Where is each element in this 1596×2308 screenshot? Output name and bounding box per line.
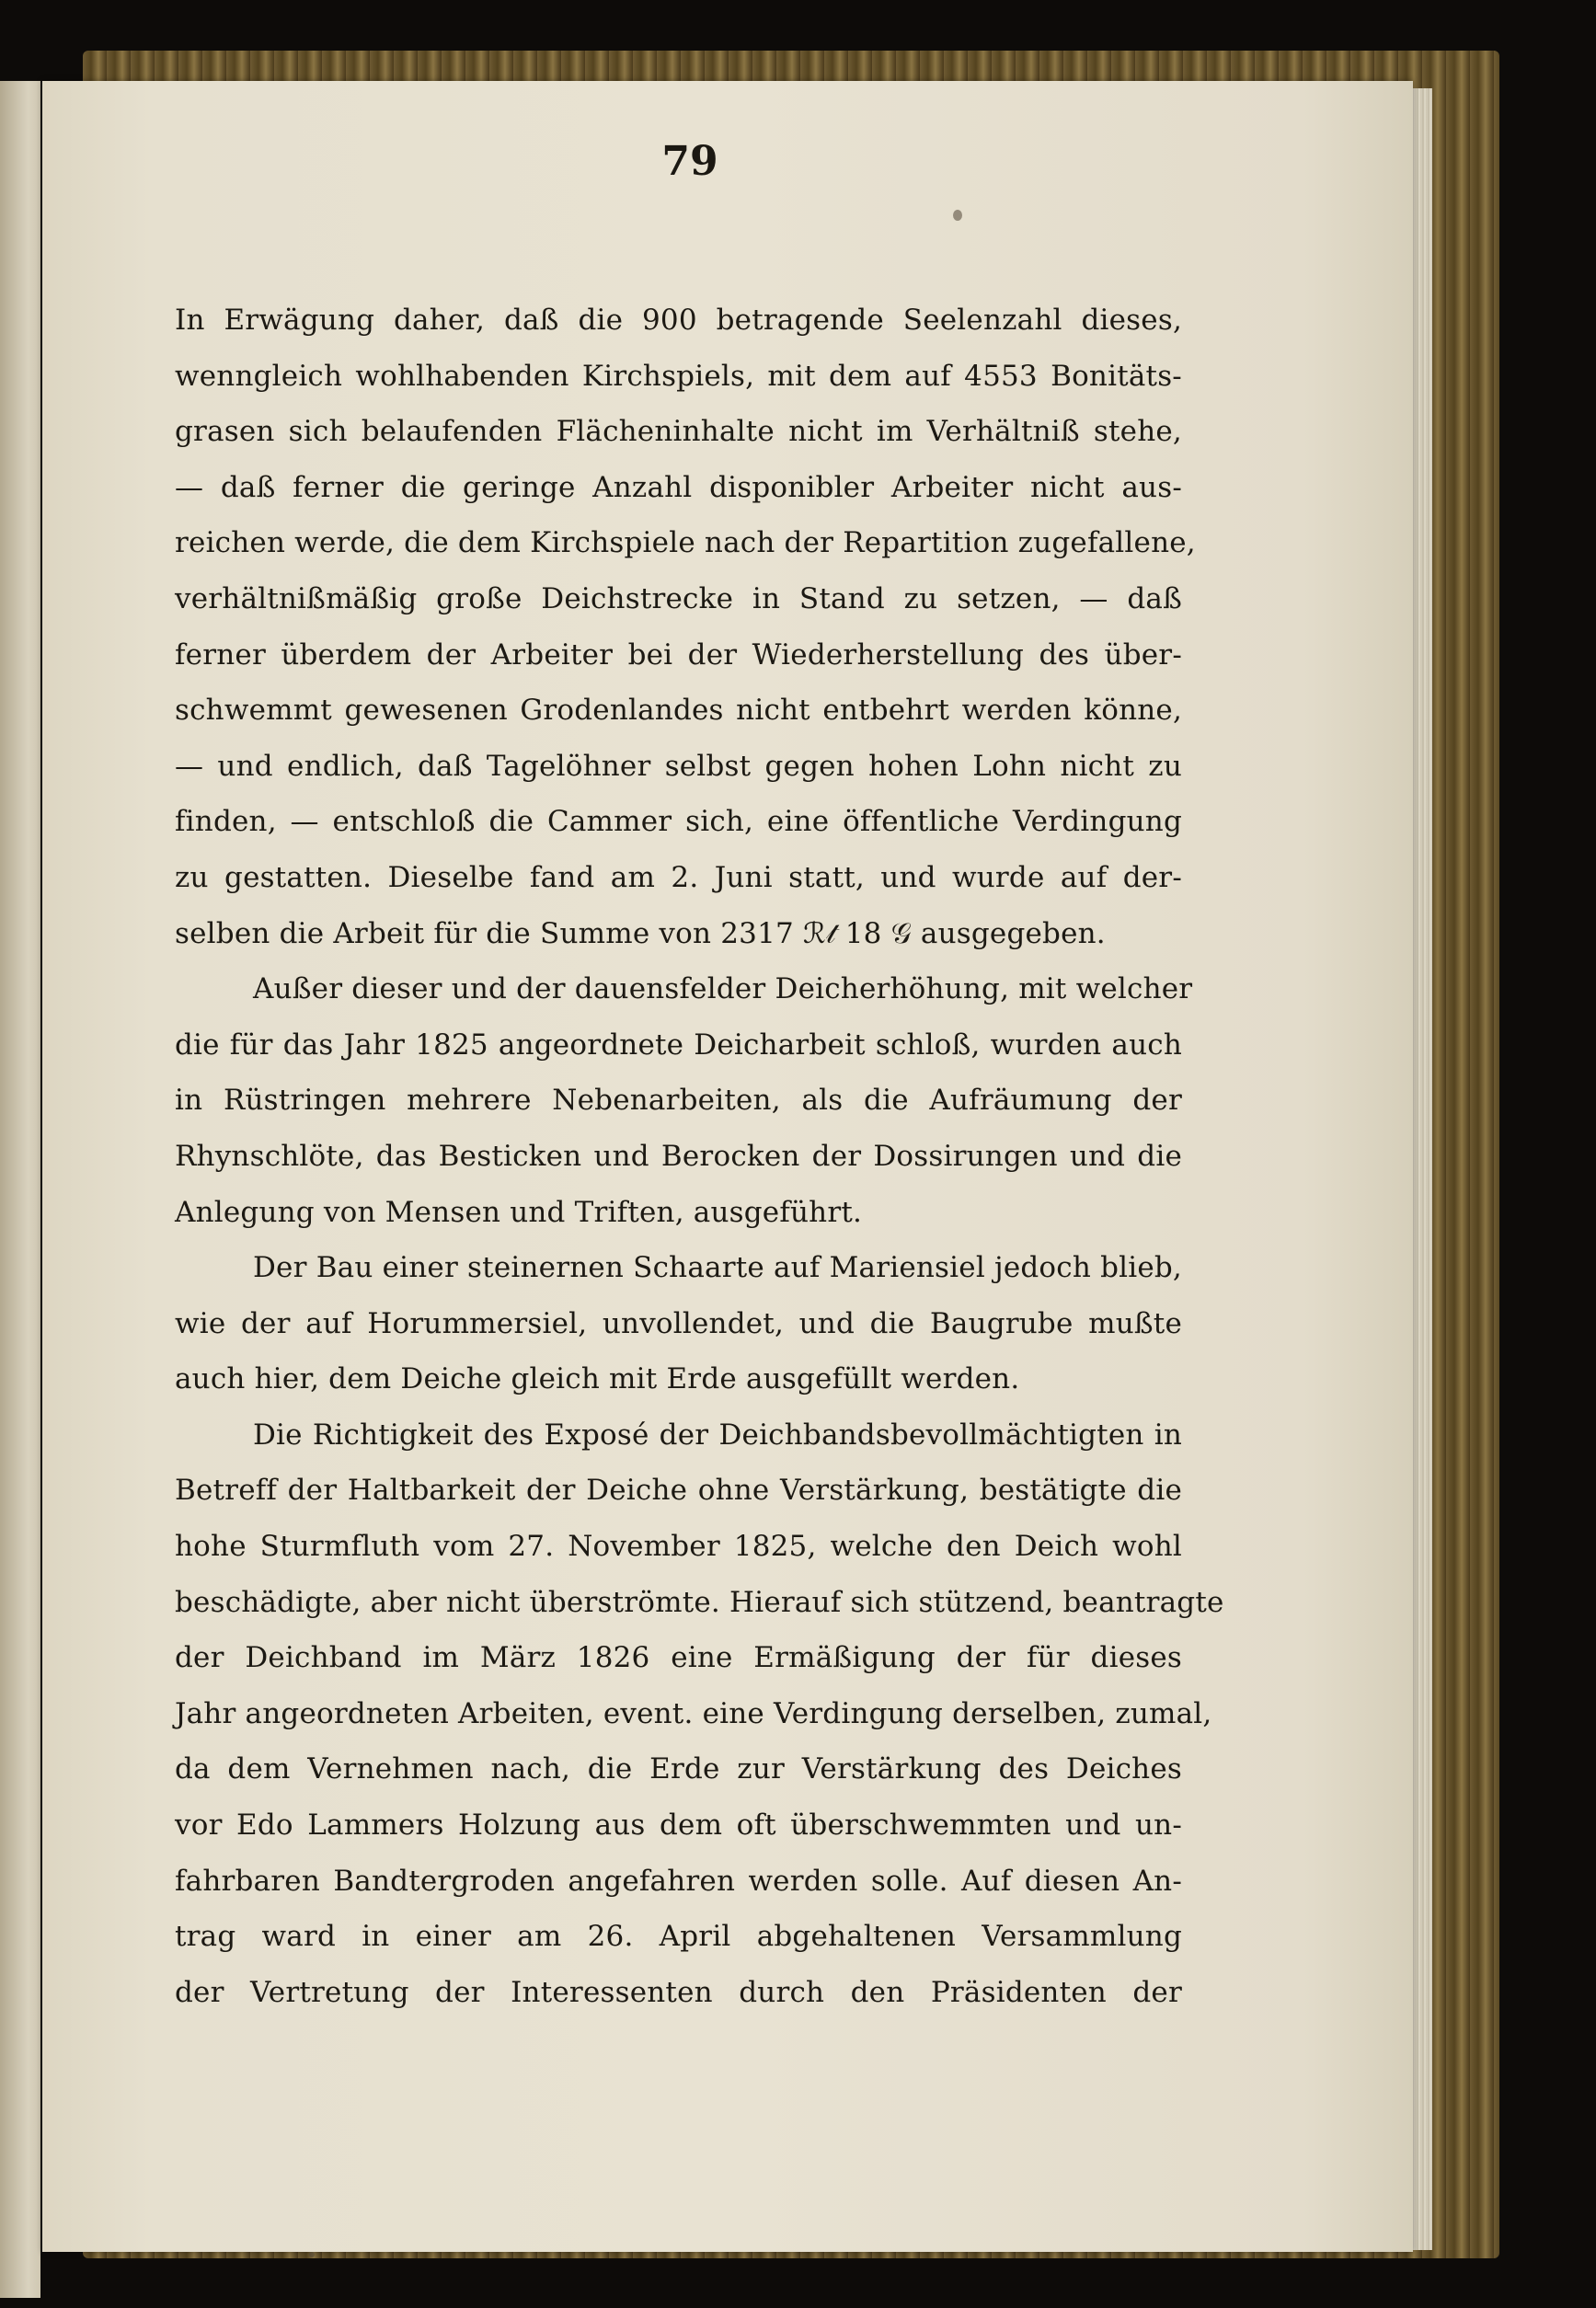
text-line: Die Richtigkeit des Exposé der Deichbandsbevollmächtigten in bbox=[253, 1418, 1182, 1452]
text-line: — daß ferner die geringe Anzahl disponibler Arbeiter nicht aus- bbox=[175, 470, 1182, 504]
body-text bbox=[175, 293, 1224, 2020]
text-line: der Deichband im März 1826 eine Ermäßigung der für dieses bbox=[175, 1641, 1182, 1675]
text-line: da dem Vernehmen nach, die Erde zur Verstärkung des Deiches bbox=[175, 1752, 1182, 1786]
text-line: reichen werde, die dem Kirchspiele nach der Repartition zugefallene, bbox=[175, 526, 1196, 560]
text-line: fahrbaren Bandtergroden angefahren werden solle. Auf diesen An- bbox=[175, 1864, 1182, 1898]
ink-spot bbox=[309, 2252, 315, 2257]
left-page-edge bbox=[0, 81, 40, 2298]
text-line: In Erwägung daher, daß die 900 betragende Seelenzahl dieses, bbox=[175, 304, 1182, 337]
text-line: grasen sich belaufenden Flächeninhalte nicht im Verhältniß stehe, bbox=[175, 415, 1182, 449]
text-line: ferner überdem der Arbeiter bei der Wiederherstellung des über- bbox=[175, 637, 1182, 672]
text-line: Jahr angeordneten Arbeiten, event. eine Verdingung derselben, zumal, bbox=[175, 1696, 1212, 1730]
text-line: wie der auf Horummersiel, unvollendet, und die Baugrube mußte bbox=[175, 1306, 1182, 1340]
text-line: — und endlich, daß Tagelöhner selbst gegen hohen Lohn nicht zu bbox=[175, 749, 1182, 783]
text-line: hohe Sturmfluth vom 27. November 1825, welche den Deich wohl bbox=[175, 1530, 1182, 1564]
text-line: Anlegung von Mensen und Triften, ausgeführt. bbox=[175, 1195, 863, 1229]
page-number: 79 bbox=[661, 138, 718, 185]
text-line: auch hier, dem Deiche gleich mit Erde ausgefüllt werden. bbox=[175, 1362, 1020, 1396]
text-line: Außer dieser und der dauensfelder Deicherhöhung, mit welcher bbox=[253, 972, 1193, 1006]
text-line: verhältnißmäßig große Deichstrecke in Stand zu setzen, — daß bbox=[175, 581, 1182, 615]
text-line: Betreff der Haltbarkeit der Deiche ohne Verstärkung, bestätigte die bbox=[175, 1474, 1182, 1508]
text-line: wenngleich wohlhabenden Kirchspiels, mit dem auf 4553 Bonitäts- bbox=[175, 359, 1182, 393]
text-line: selben die Arbeit für die Summe von 2317 ℛ𝓉 18 𝒢 ausgegeben. bbox=[175, 916, 1106, 950]
ink-spot bbox=[953, 210, 962, 221]
text-line: in Rüstringen mehrere Nebenarbeiten, als die Aufräumung der bbox=[175, 1084, 1182, 1118]
text-line: beschädigte, aber nicht überströmte. Hierauf sich stützend, beantragte bbox=[175, 1585, 1224, 1619]
text-line: finden, — entschloß die Cammer sich, eine öffentliche Verdingung bbox=[175, 805, 1182, 839]
text-line: zu gestatten. Dieselbe fand am 2. Juni statt, und wurde auf der- bbox=[175, 860, 1182, 894]
text-line: trag ward in einer am 26. April abgehaltenen Versammlung bbox=[175, 1920, 1182, 1954]
text-line: schwemmt gewesenen Grodenlandes nicht entbehrt werden könne, bbox=[175, 694, 1182, 728]
text-line: die für das Jahr 1825 angeordnete Deicharbeit schloß, wurden auch bbox=[175, 1028, 1182, 1062]
text-line: Rhynschlöte, das Besticken und Berocken der Dossirungen und die bbox=[175, 1139, 1182, 1173]
text-line: vor Edo Lammers Holzung aus dem oft überschwemmten und un- bbox=[175, 1809, 1182, 1843]
text-line: Der Bau einer steinernen Schaarte auf Mariensiel jedoch blieb, bbox=[253, 1251, 1182, 1285]
text-line: der Vertretung der Interessenten durch den Präsidenten der bbox=[175, 1975, 1182, 2009]
